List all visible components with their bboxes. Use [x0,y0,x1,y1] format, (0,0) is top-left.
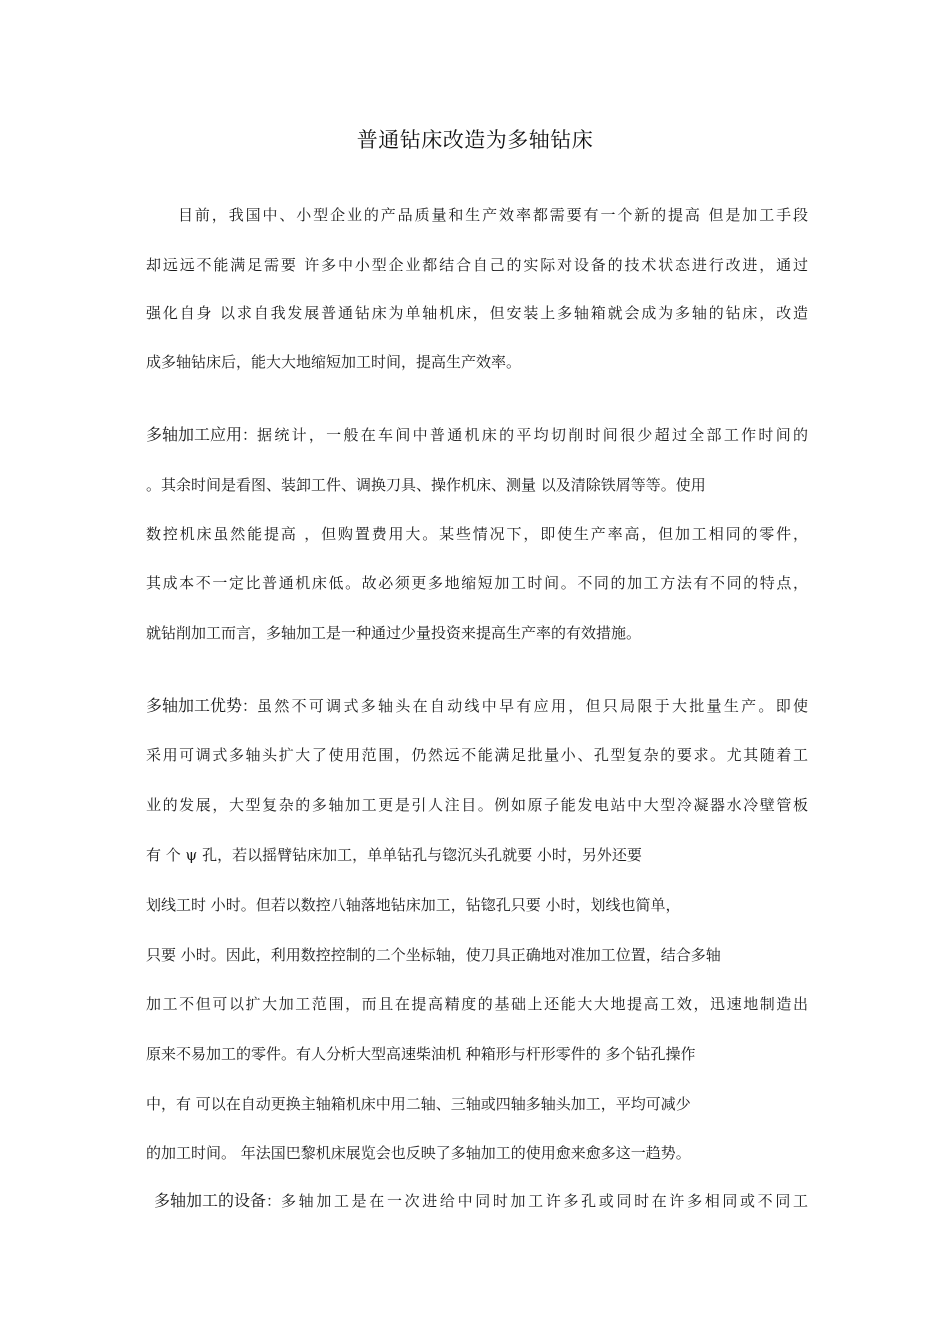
page-title: 普通钻床改造为多轴钻床 [356,128,594,152]
advantage-first-line [146,696,808,716]
advantage-line-4: 有 个 ψ 孔，若以摇臂钻床加工，单单钻孔与锪沉头孔就要 小时，另外还要 [146,846,642,864]
equipment-heading: 多轴加工的设备 [154,1191,267,1210]
equipment-first-text: 多轴加工是在一次进给中同时加工许多孔或同时在许多相同或不同工 [281,1192,808,1210]
intro-line-3: 强化自身 以求自我发展普通钻床为单轴机床，但安装上多轴箱就会成为多轴的钻床，改造 [146,304,808,322]
advantage-line-6: 只要 小时。因此，利用数控控制的二个坐标轴，使刀具正确地对准加工位置，结合多轴 [146,946,721,964]
application-line-4: 其成本不一定比普通机床低。故必须更多地缩短加工时间。不同的加工方法有不同的特点， [146,574,808,592]
advantage-heading: 多轴加工优势 [146,696,243,715]
application-line-2: 。其余时间是看图、装卸工件、调换刀具、操作机床、测量 以及清除铁屑等等。使用 [146,476,706,494]
intro-line-2: 却远远不能满足需要 许多中小型企业都结合自己的实际对设备的技术状态进行改进，通过 [146,256,808,274]
advantage-line-10: 的加工时间。 年法国巴黎机床展览会也反映了多轴加工的使用愈来愈多这一趋势。 [146,1144,691,1162]
equipment-first-line [154,1191,808,1211]
advantage-line-5: 划线工时 小时。但若以数控八轴落地钻床加工，钻锪孔只要 小时，划线也简单， [146,896,681,914]
application-line-3: 数控机床虽然能提高 ，但购置费用大。某些情况下，即使生产率高，但加工相同的零件， [146,525,808,543]
advantage-line-9: 中，有 可以在自动更换主轴箱机床中用二轴、三轴或四轴多轴头加工，平均可减少 [146,1095,691,1113]
application-first-text: 据统计，一般在车间中普通机床的平均切削时间很少超过全部工作时间的 [257,426,808,444]
advantage-line-3: 业的发展，大型复杂的多轴加工更是引人注目。例如原子能发电站中大型冷凝器水冷壁管板 [146,796,808,814]
application-first-line [146,425,808,445]
application-heading-colon: ： [242,426,258,444]
advantage-line-7: 加工不但可以扩大加工范围，而且在提高精度的基础上还能大大地提高工效，迅速地制造出 [146,995,808,1013]
advantage-line-8: 原来不易加工的零件。有人分析大型高速柴油机 种箱形与杆形零件的 多个钻孔操作 [146,1045,696,1063]
application-line-5: 就钻削加工而言，多轴加工是一种通过少量投资来提高生产率的有效措施。 [146,624,642,642]
advantage-heading-colon: ： [242,697,258,715]
advantage-line-2: 采用可调式多轴头扩大了使用范围，仍然远不能满足批量小、孔型复杂的要求。尤其随着工 [146,746,808,764]
intro-line-4: 成多轴钻床后，能大大地缩短加工时间，提高生产效率。 [146,353,522,371]
intro-line-1: 目前，我国中、小型企业的产品质量和生产效率都需要有一个新的提高 但是加工手段 [178,206,808,224]
advantage-first-text: 虽然不可调式多轴头在自动线中早有应用，但只局限于大批量生产。即使 [257,697,808,715]
application-heading: 多轴加工应用 [146,425,243,444]
equipment-heading-colon: ： [266,1192,282,1210]
